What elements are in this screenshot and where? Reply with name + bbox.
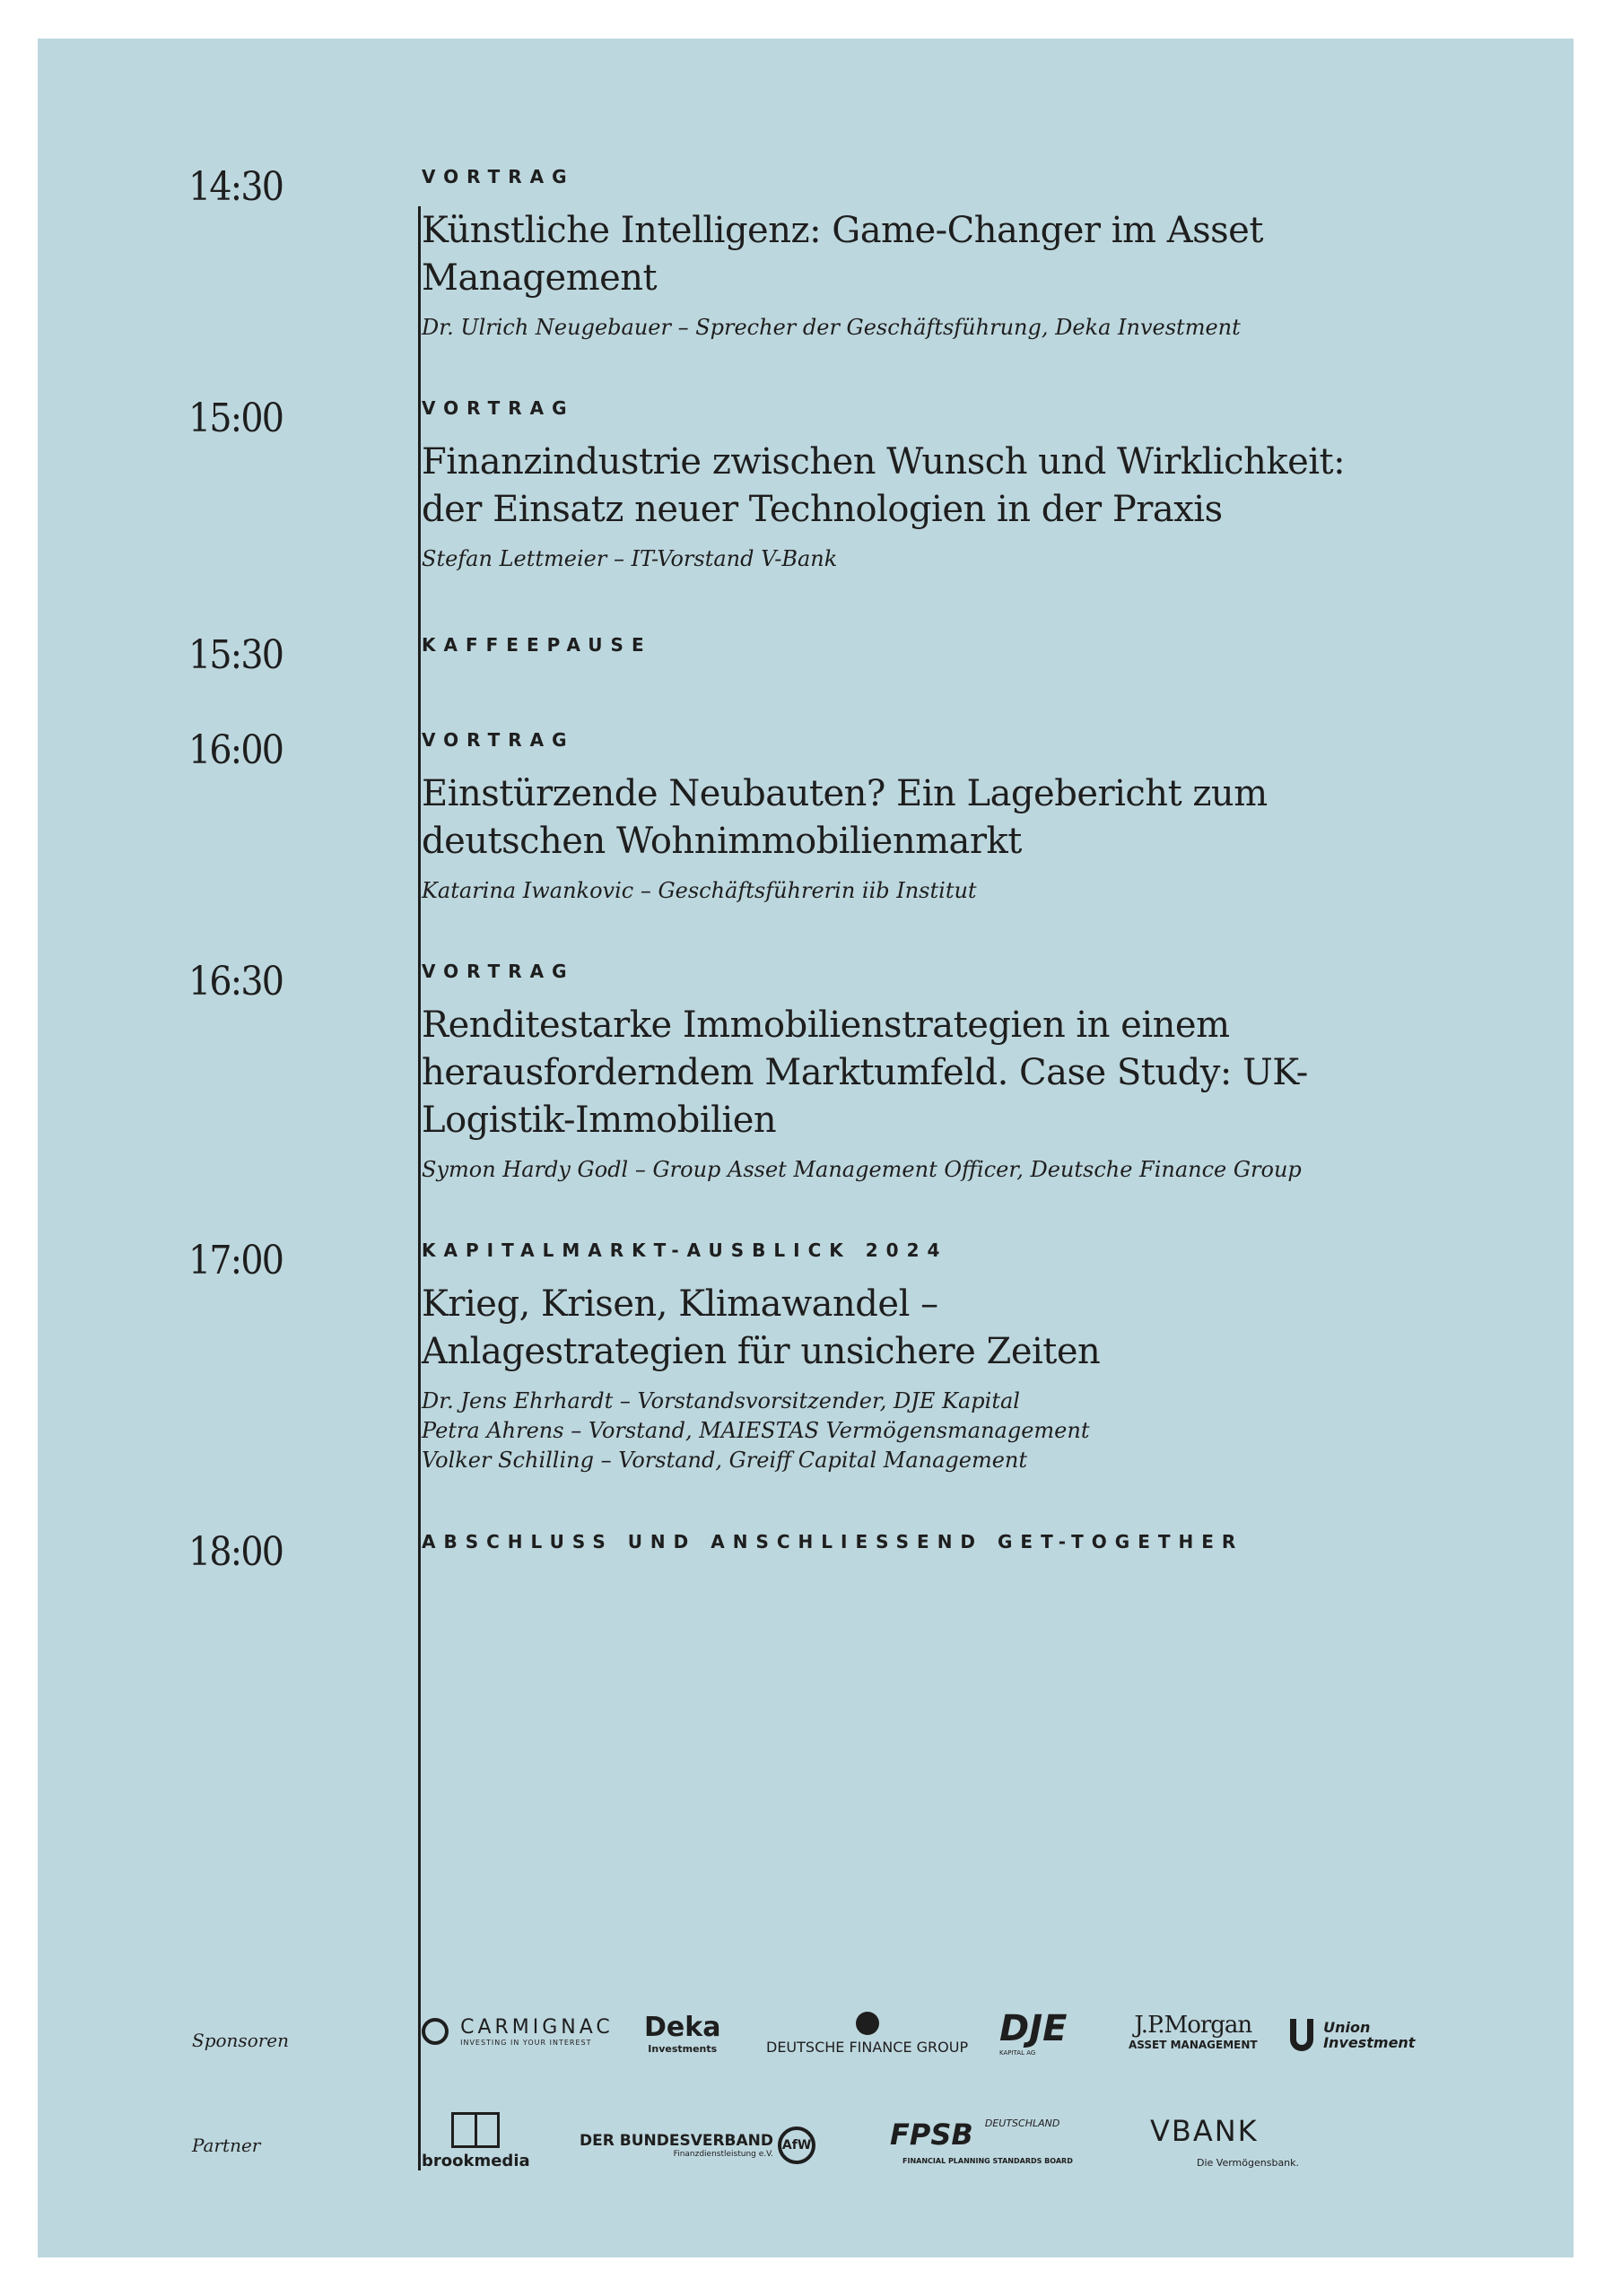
carmignac-logo: CARMIGNAC INVESTING IN YOUR INTEREST (422, 2016, 614, 2047)
speaker: Volker Schilling – Vorstand, Greiff Capital Management (422, 1448, 1028, 1473)
agenda-kind: VORTRAG (422, 961, 575, 982)
agenda-kind: KAPITALMARKT-AUSBLICK 2024 (422, 1239, 948, 1261)
agenda-title: Finanzindustrie zwischen Wunsch und Wirklichkeit: der Einsatz neuer Technologien in der Praxis (422, 441, 1346, 530)
agenda-title: Künstliche Intelligenz: Game-Changer im Asset Management (422, 210, 1263, 299)
partners-label: Partner (192, 2135, 261, 2156)
afw-logo: DER BUNDESVERBAND Finanzdienstleistung e.V. AfW (580, 2126, 815, 2164)
speaker: Dr. Ulrich Neugebauer – Sprecher der Geschäftsführung, Deka Investment (422, 315, 1241, 340)
jpmorgan-logo: J.P.Morgan ASSET MANAGEMENT (1129, 2012, 1258, 2051)
agenda-kind: KAFFEEPAUSE (422, 634, 652, 656)
speaker: Symon Hardy Godl – Group Asset Management Officer, Deutsche Finance Group (422, 1157, 1302, 1182)
speaker: Stefan Lettmeier – IT-Vorstand V-Bank (422, 546, 838, 571)
agenda-title: Krieg, Krisen, Klimawandel – Anlagestrategien für unsichere Zeiten (422, 1283, 1101, 1372)
agenda-panel (38, 39, 1574, 2257)
sponsors-label: Sponsoren (192, 2030, 290, 2051)
deutsche-finance-group-logo: DEUTSCHE FINANCE GROUP (766, 2012, 968, 2056)
agenda-time: 17:00 (188, 1238, 283, 1283)
agenda-time: 15:30 (188, 632, 283, 678)
dje-logo: DJE KAPITAL AG (999, 2008, 1068, 2057)
agenda-time: 15:00 (188, 396, 283, 441)
agenda-title: Renditestarke Immobilienstrategien in einem herausforderndem Marktumfeld. Case Study: UK-Logistik-Immobilien (422, 1004, 1308, 1141)
timeline-divider (418, 206, 421, 2170)
speaker: Katarina Iwankovic – Geschäftsführerin iib Institut (422, 878, 977, 903)
agenda-kind: ABSCHLUSS UND ANSCHLIESSEND GET-TOGETHER (422, 1531, 1244, 1552)
union-investment-logo: Union Investment (1290, 2019, 1415, 2051)
brookmedia-logo: brookmedia (422, 2112, 530, 2170)
agenda-title: Einstürzende Neubauten? Ein Lagebericht zum deutschen Wohnimmobilienmarkt (422, 773, 1268, 862)
agenda-time: 18:00 (188, 1529, 283, 1575)
speaker: Dr. Jens Ehrhardt – Vorstandsvorsitzender, DJE Kapital (422, 1388, 1020, 1413)
speaker: Petra Ahrens – Vorstand, MAIESTAS Vermögensmanagement (422, 1418, 1090, 1443)
agenda-time: 16:30 (188, 959, 283, 1004)
vbank-logo: VBANK Die Vermögensbank. (1150, 2114, 1300, 2169)
agenda-kind: VORTRAG (422, 166, 575, 187)
agenda-time: 16:00 (188, 727, 283, 773)
deka-logo: Deka Investments (644, 2012, 721, 2055)
agenda-time: 14:30 (188, 164, 283, 210)
agenda-kind: VORTRAG (422, 397, 575, 419)
fpsb-logo: FPSB $^{DEUTSCHLAND}$ FINANCIAL PLANNING STANDARDS BOARD (890, 2118, 1073, 2165)
agenda-kind: VORTRAG (422, 729, 575, 751)
